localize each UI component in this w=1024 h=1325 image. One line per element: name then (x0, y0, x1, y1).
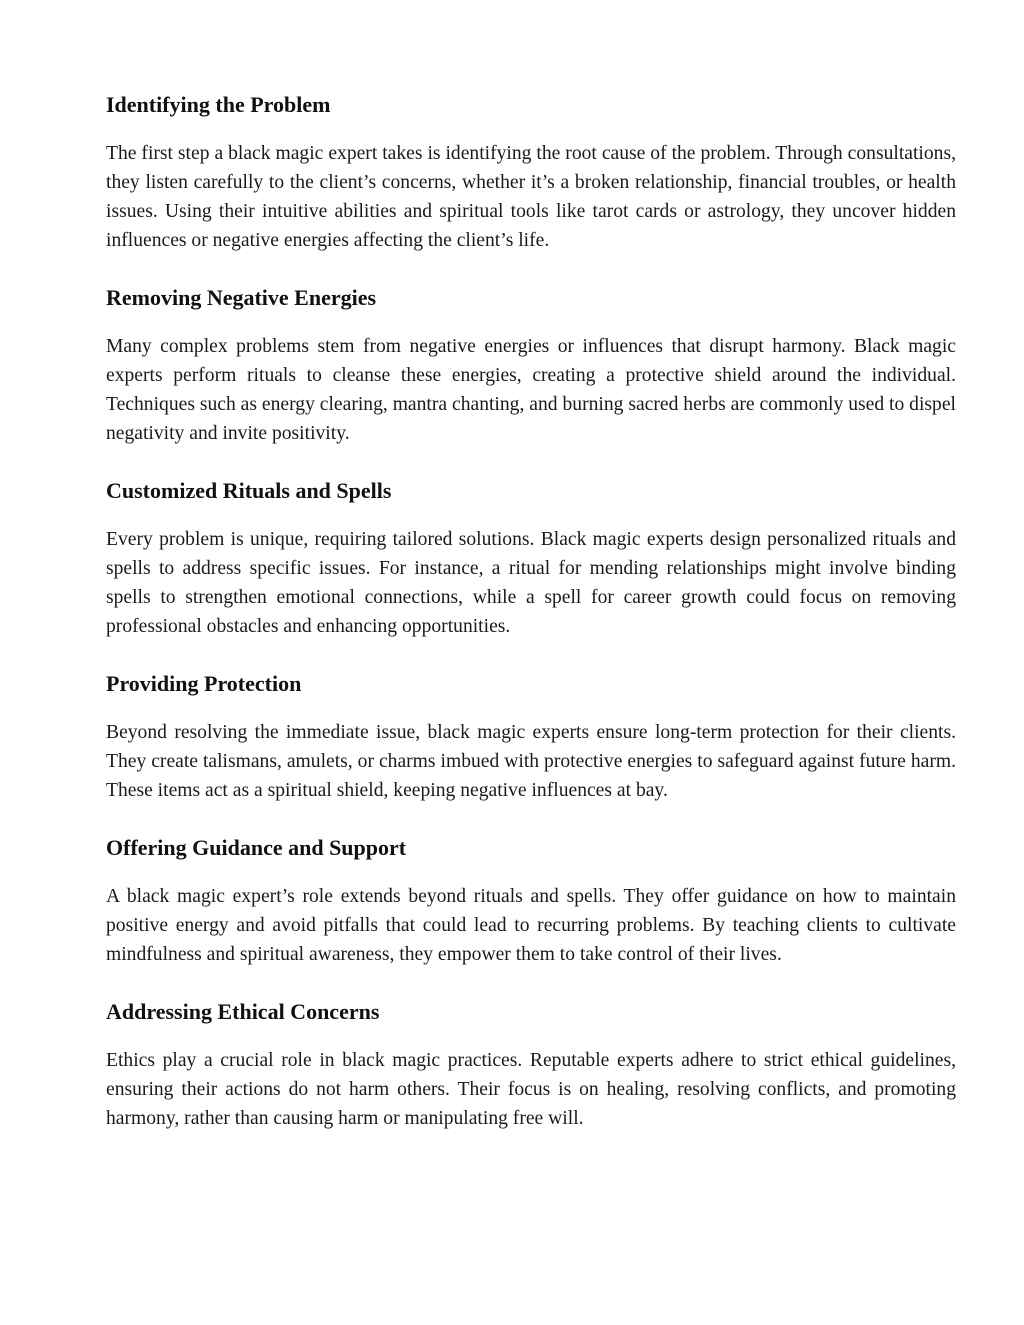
section-customized-rituals-and-spells (106, 474, 956, 641)
section-heading: Removing Negative Energies (106, 285, 377, 310)
section-removing-negative-energies (106, 281, 956, 448)
section-addressing-ethical-concerns (106, 995, 956, 1133)
section-identifying-the-problem (106, 88, 956, 255)
section-paragraph: A black magic expert’s role extends beyond rituals and spells. They offer guidance on how to maintain positive energy and avoid pitfalls that could lead to recurring problems. By teaching clients to cultivate mindfulness and spiritual awareness, they empower them to take control of their lives. (106, 886, 956, 965)
section-paragraph: Ethics play a crucial role in black magic practices. Reputable experts adhere to strict ethical guidelines, ensuring their actions do not harm others. Their focus is on healing, resolving conflicts, and promoting harmony, rather than causing harm or manipulating free will. (106, 1050, 956, 1129)
section-paragraph: Beyond resolving the immediate issue, black magic experts ensure long-term protection for their clients. They create talismans, amulets, or charms imbued with protective energies to safeguard against future harm. These items act as a spiritual shield, keeping negative influences at bay. (106, 722, 956, 801)
section-offering-guidance-and-support (106, 831, 956, 969)
section-heading: Offering Guidance and Support (106, 835, 407, 860)
section-paragraph: The first step a black magic expert takes is identifying the root cause of the problem. Through consultations, they listen carefully to the client’s concerns, whether it’s a broken relationship, financial troubles, or health issues. Using their intuitive abilities and spiritual tools like tarot cards or astrology, they uncover hidden influences or negative energies affecting the client’s life. (106, 143, 956, 251)
section-heading: Providing Protection (106, 671, 302, 696)
section-paragraph: Every problem is unique, requiring tailored solutions. Black magic experts design personalized rituals and spells to address specific issues. For instance, a ritual for mending relationships might involve binding spells to strengthen emotional connections, while a spell for career growth could focus on removing professional obstacles and enhancing opportunities. (106, 529, 956, 637)
section-heading: Addressing Ethical Concerns (106, 999, 380, 1024)
section-providing-protection (106, 667, 956, 805)
section-paragraph: Many complex problems stem from negative energies or influences that disrupt harmony. Black magic experts perform rituals to cleanse these energies, creating a protective shield around the individual. Techniques such as energy clearing, mantra chanting, and burning sacred herbs are commonly used to dispel negativity and invite positivity. (106, 336, 956, 444)
document-page (106, 88, 956, 1159)
section-heading: Identifying the Problem (106, 92, 331, 117)
section-heading: Customized Rituals and Spells (106, 478, 392, 503)
